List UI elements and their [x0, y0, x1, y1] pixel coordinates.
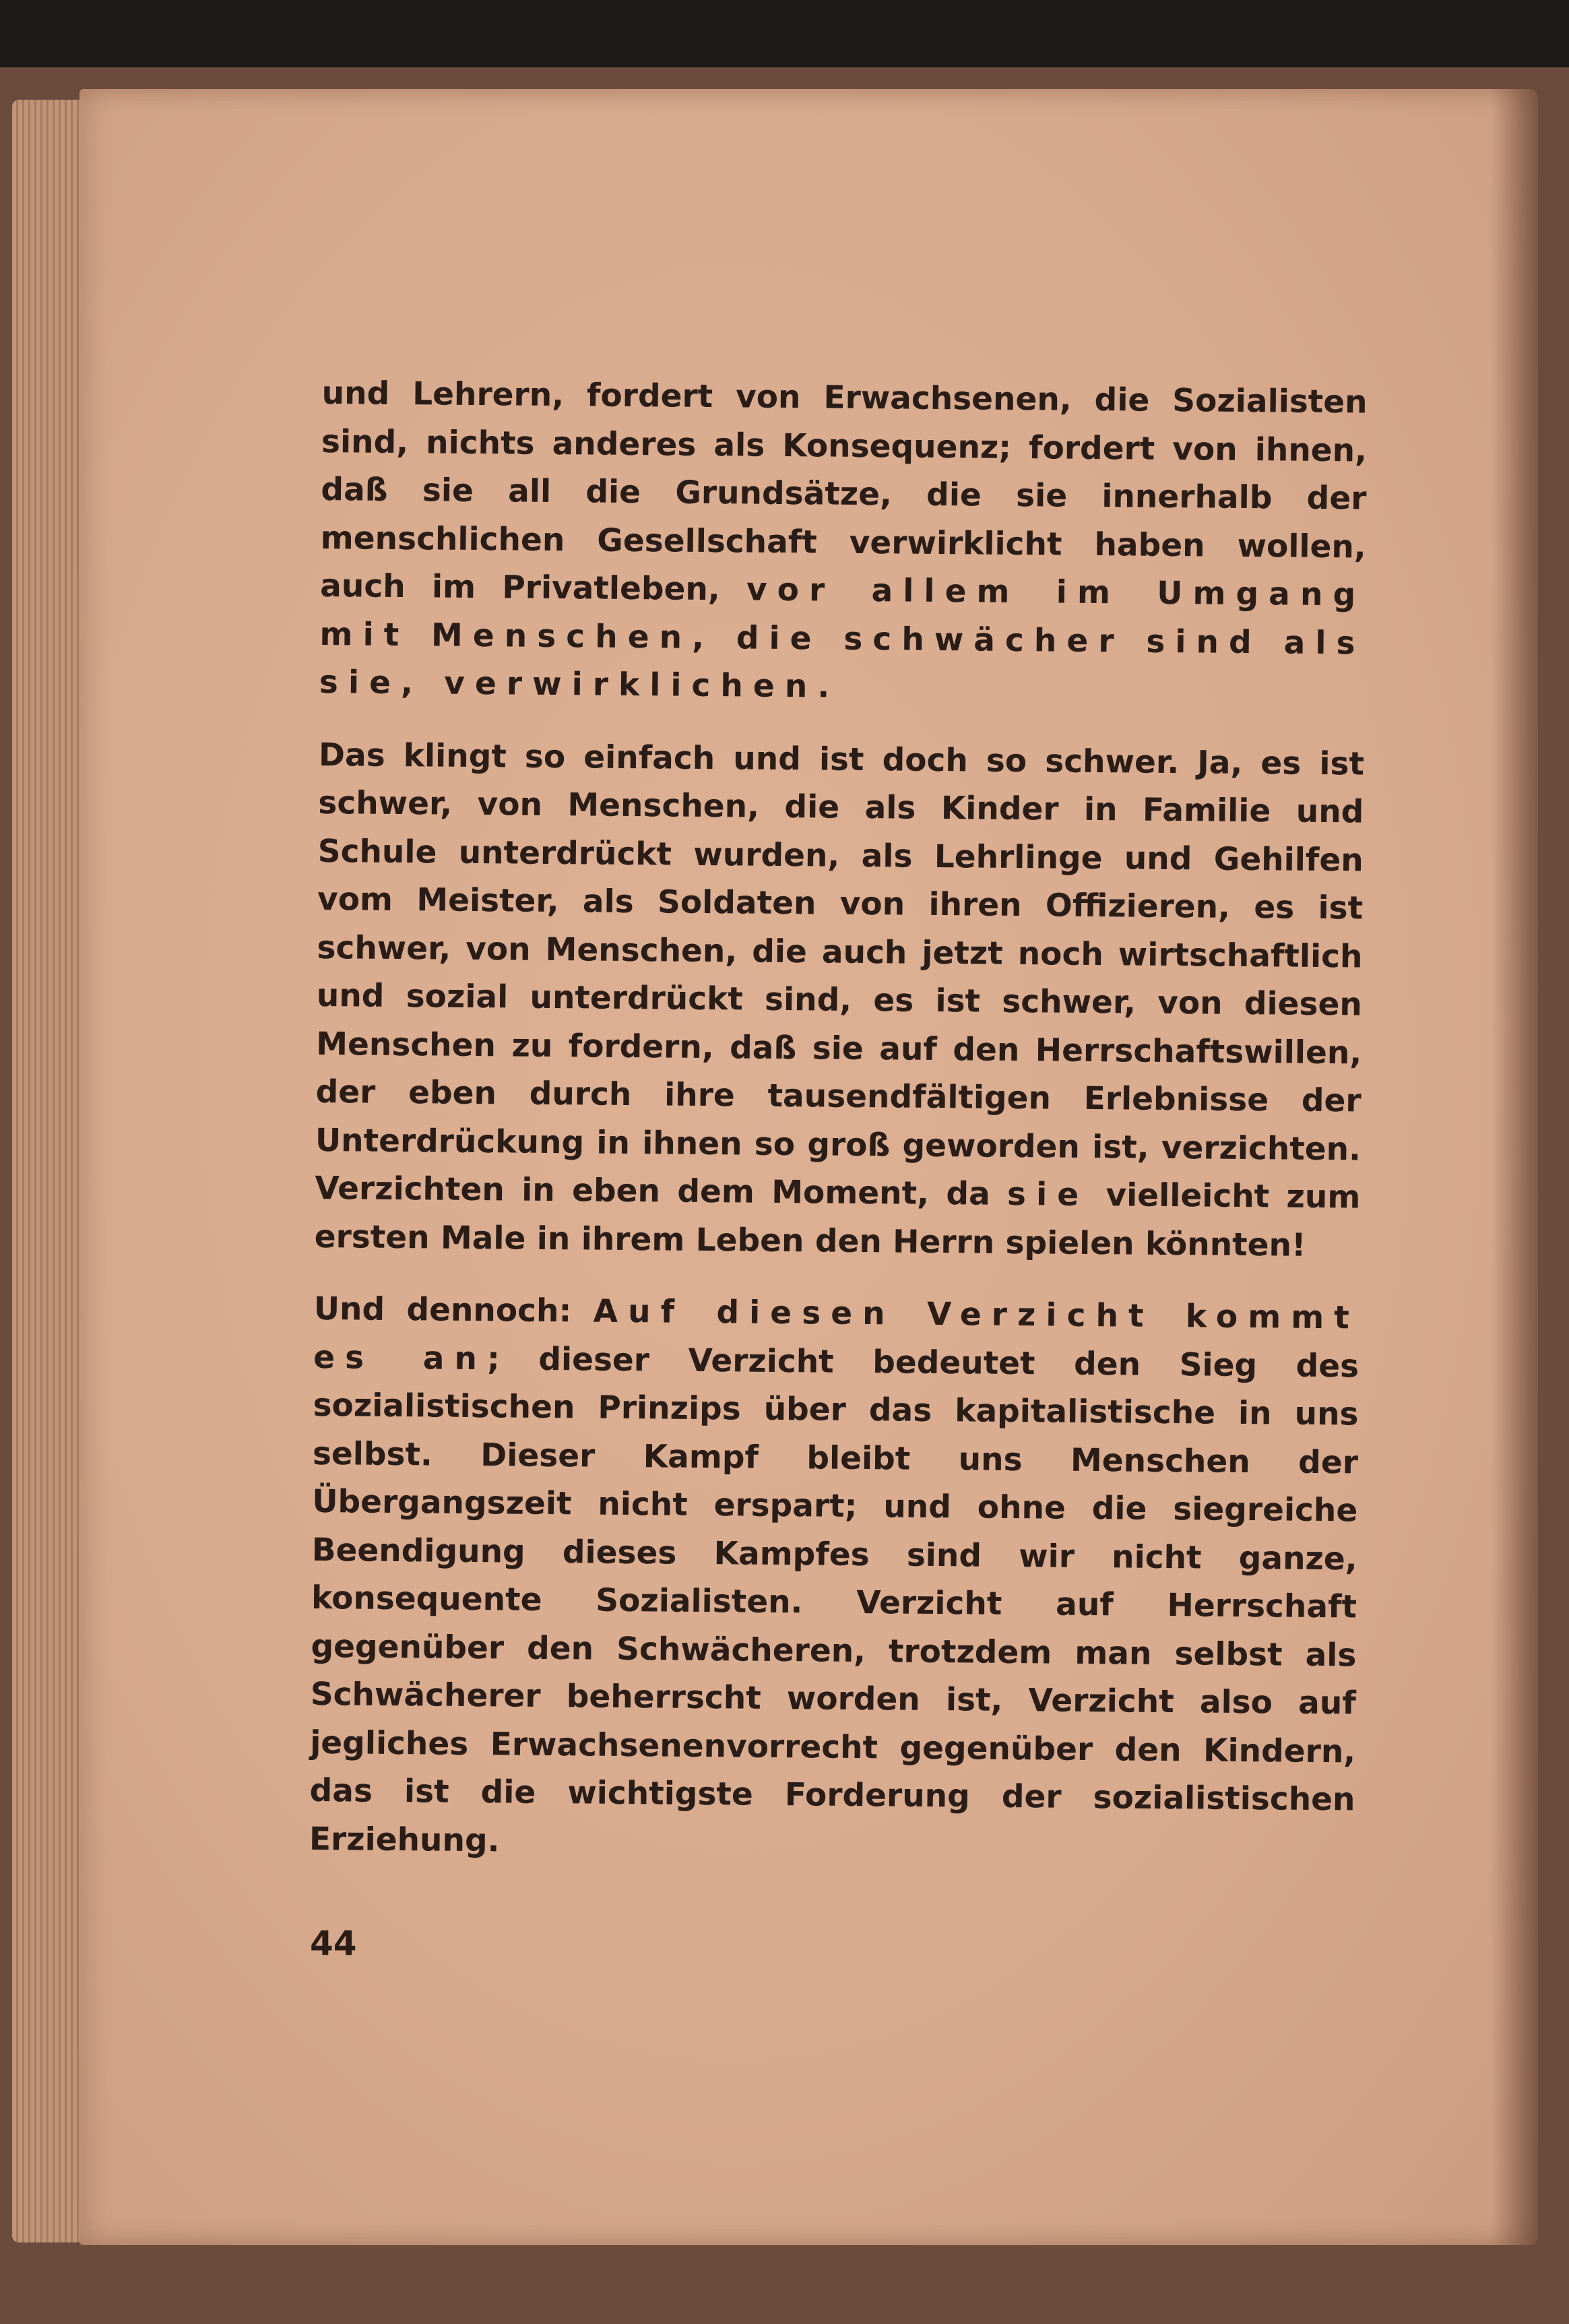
- page-edges: [12, 100, 82, 2242]
- emphasized-text-run: vor allem im Umgang mit Menschen, die schwächer sind als sie, verwirklichen.: [319, 571, 1366, 705]
- paragraph: [314, 730, 1364, 1269]
- body-text: [309, 369, 1368, 1872]
- paragraph: [319, 369, 1368, 716]
- paragraph: [309, 1285, 1359, 1873]
- text-run: Und dennoch:: [313, 1290, 594, 1330]
- emphasized-text-run: sie: [1006, 1175, 1089, 1214]
- text-run: Das klingt so einfach und ist doch so schwer. Ja, es ist schwer, von Menschen, die als Kinder in Familie und Schule unterdrückt wurden, als Lehrlinge und Gehilfen vom Meister, als Soldaten von ihren Offizieren, es ist schwer, von Menschen, die auch jetzt noch wirtschaftlich und sozial unterdrückt sind, es ist schwer, von diesen Menschen zu fordern, daß sie auf den Herrschaftswillen, der eben durch ihre tausendfältigen Erlebnisse der Unterdrückung in ihnen so groß geworden ist, verzichten. Verzichten in eben dem Moment, da: [315, 736, 1365, 1213]
- text-run: und Lehrern, fordert von Erwachsenen, die Sozialisten sind, nichts anderes als Konsequenz; fordert von ihnen, daß sie all die Grundsätze, die sie innerhalb der menschlichen Gesellschaft verwirklicht haben wollen, auch im Privatleben,: [319, 374, 1368, 608]
- spine-shadow: [1491, 89, 1538, 2245]
- text-run: vielleicht zum ersten Male in ihrem Leben den Herrn spielen könnten!: [314, 1176, 1361, 1264]
- page-number: 44: [310, 1924, 357, 1963]
- emphasized-text-run: Auf diesen Verzicht kommt es an: [313, 1292, 1360, 1377]
- text-run: ; dieser Verzicht bedeutet den Sieg des sozialistischen Prinzips über das kapitalistische in uns selbst. Dieser Kampf bleibt uns Menschen der Übergangszeit nicht erspart; und ohne die siegreiche Beendigung dieses Kampfes sind wir nicht ganze, konsequente Sozialisten. Verzicht auf Herrschaft gegenüber den Schwächeren, trotzdem man selbst als Schwächerer beherrscht worden ist, Verzicht also auf jegliches Erwachsenenvorrecht gegenüber den Kindern, das ist die wichtigste Forderung der sozialistischen Erziehung.: [309, 1340, 1359, 1859]
